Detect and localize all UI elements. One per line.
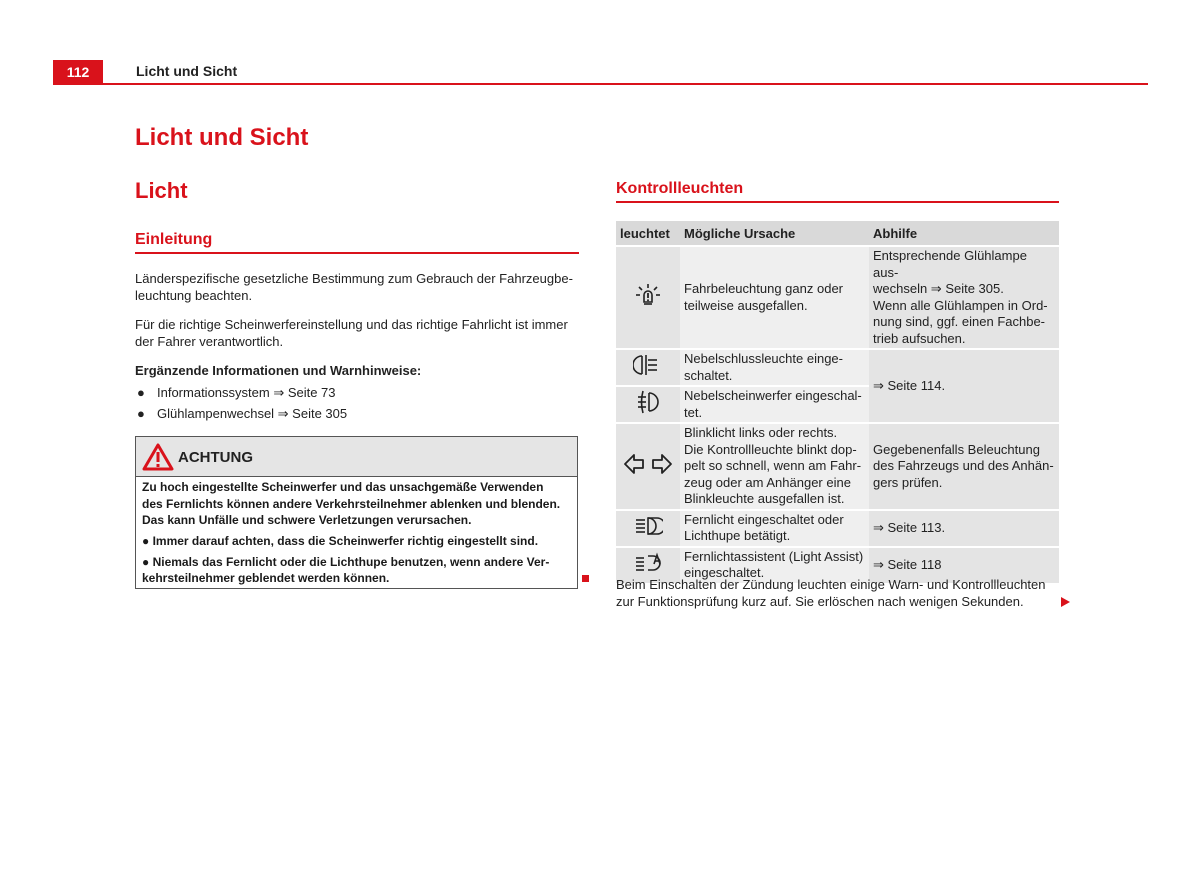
footer-note-line: zur Funktionsprüfung kurz auf. Sie erlöschen nach wenigen Sekunden.	[616, 594, 1024, 609]
column-header: Abhilfe	[869, 221, 1059, 245]
warning-bullet: ● Niemals das Fernlicht oder die Lichthupe benutzen, wenn andere Ver-	[142, 555, 550, 569]
cause-cell	[680, 511, 869, 546]
bullet-icon: ●	[137, 385, 145, 400]
kontrollleuchten-title: Kontrollleuchten	[616, 180, 744, 197]
warning-text-line: Das kann Unfälle und schwere Verletzungen verursachen.	[142, 513, 472, 527]
footer-note-line: Beim Einschalten der Zündung leuchten einige Warn- und Kontrollleuchten	[616, 577, 1046, 592]
cause-line: Blinkleuchte ausgefallen ist.	[684, 491, 845, 506]
front-fog-light-icon	[633, 389, 663, 415]
remedy-cell	[869, 350, 1059, 422]
remedy-line: ⇒ Seite 118	[873, 556, 942, 572]
table-row	[616, 247, 1059, 348]
header-rule	[53, 83, 1148, 85]
bullet-icon: ●	[137, 406, 145, 421]
cause-cell	[680, 387, 869, 422]
remedy-line: des Fahrzeugs und des Anhän-	[873, 458, 1054, 473]
remedy-line: ⇒ Seite 113.	[873, 519, 946, 535]
light-assist-icon	[633, 552, 663, 574]
kontrollleuchten-rule	[616, 201, 1059, 203]
cause-line: Fernlichtassistent (Light Assist)	[684, 548, 864, 564]
driver-paragraph-line: der Fahrer verantwortlich.	[135, 334, 284, 349]
warning-header	[136, 437, 577, 477]
indicator-cell	[616, 387, 680, 422]
indicator-cell	[616, 424, 680, 509]
high-beam-icon	[633, 515, 663, 537]
indicator-cell	[616, 350, 680, 385]
continue-arrow-icon	[1061, 597, 1070, 607]
subsection-title: Einleitung	[135, 231, 213, 248]
section-title: Licht	[135, 178, 188, 203]
cause-line: zeug oder am Anhänger eine	[684, 474, 851, 490]
remedy-line: ⇒ Seite 114.	[873, 377, 946, 393]
cause-line: Blinklicht links oder rechts.	[684, 425, 838, 440]
rear-fog-light-icon	[633, 352, 663, 378]
cause-line: eingeschaltet.	[684, 565, 765, 580]
section-end-marker	[582, 575, 589, 582]
cause-cell	[680, 247, 869, 348]
intro-paragraph-line: leuchtung beachten.	[135, 288, 253, 303]
remedy-cell	[869, 247, 1059, 348]
driver-paragraph-line: Für die richtige Scheinwerfereinstellung und das richtige Fahrlicht ist immer	[135, 317, 568, 332]
list-item-text: Informationssystem ⇒ Seite 73	[157, 385, 336, 400]
remedy-line: trieb aufsuchen.	[873, 330, 966, 346]
subsection-rule	[135, 252, 579, 254]
remedy-line: Entsprechende Glühlampe aus-	[873, 248, 1027, 280]
table-row	[616, 350, 1059, 385]
list-item-text: Glühlampenwechsel ⇒ Seite 305	[157, 406, 348, 421]
chapter-title: Licht und Sicht	[135, 124, 309, 151]
running-title: Licht und Sicht	[136, 63, 238, 79]
list-item	[137, 384, 336, 401]
table-row	[616, 511, 1059, 546]
cause-line: Die Kontrollleuchte blinkt dop-	[684, 441, 857, 457]
warning-text-line: Zu hoch eingestellte Scheinwerfer und das unsachgemäße Verwenden	[142, 480, 544, 494]
indicator-table	[616, 219, 1059, 585]
warning-text-line: des Fernlichts können andere Verkehrsteilnehmer ablenken und blenden.	[142, 497, 561, 511]
table-header-row	[616, 221, 1059, 245]
column-header: leuchtet	[616, 221, 680, 245]
remedy-line: nung sind, ggf. einen Fachbe-	[873, 314, 1046, 329]
list-item	[137, 405, 347, 422]
indicator-cell	[616, 511, 680, 546]
warning-bullet: ● Immer darauf achten, dass die Scheinwerfer richtig eingestellt sind.	[142, 534, 539, 548]
cause-line: Nebelschlussleuchte einge-	[684, 351, 843, 366]
cause-cell	[680, 350, 869, 385]
warning-box	[135, 436, 578, 589]
cause-line: Nebelscheinwerfer eingeschal-	[684, 388, 862, 403]
remedy-cell	[869, 424, 1059, 509]
column-header: Mögliche Ursache	[680, 221, 869, 245]
cause-line: Fernlicht eingeschaltet oder	[684, 511, 844, 527]
indicator-cell	[616, 247, 680, 348]
cause-cell	[680, 424, 869, 509]
turn-signal-icon	[623, 451, 673, 477]
cause-line: tet.	[684, 404, 703, 420]
cause-line: teilweise ausgefallen.	[684, 297, 808, 313]
remedy-line: Gegebenenfalls Beleuchtung	[873, 441, 1040, 457]
table-row	[616, 424, 1059, 509]
cause-line: schaltet.	[684, 367, 733, 383]
cause-line: pelt so schnell, wenn am Fahr-	[684, 458, 862, 473]
remedy-line: wechseln ⇒ Seite 305.	[873, 281, 1004, 296]
remedy-line: Wenn alle Glühlampen in Ord-	[873, 297, 1048, 313]
cause-line: Lichthupe betätigt.	[684, 528, 791, 543]
bulb-failure-icon	[633, 282, 663, 308]
warning-triangle-icon	[142, 443, 174, 471]
page-number: 112	[53, 60, 103, 84]
remedy-line: gers prüfen.	[873, 474, 943, 490]
warning-bullet-continuation: kehrsteilnehmer geblendet werden können.	[142, 571, 390, 585]
warning-title: ACHTUNG	[178, 449, 253, 466]
remedy-cell	[869, 511, 1059, 546]
info-heading: Ergänzende Informationen und Warnhinweise:	[135, 363, 422, 378]
cause-line: Fahrbeleuchtung ganz oder	[684, 281, 844, 296]
intro-paragraph-line: Länderspezifische gesetzliche Bestimmung zum Gebrauch der Fahrzeugbe-	[135, 271, 573, 286]
